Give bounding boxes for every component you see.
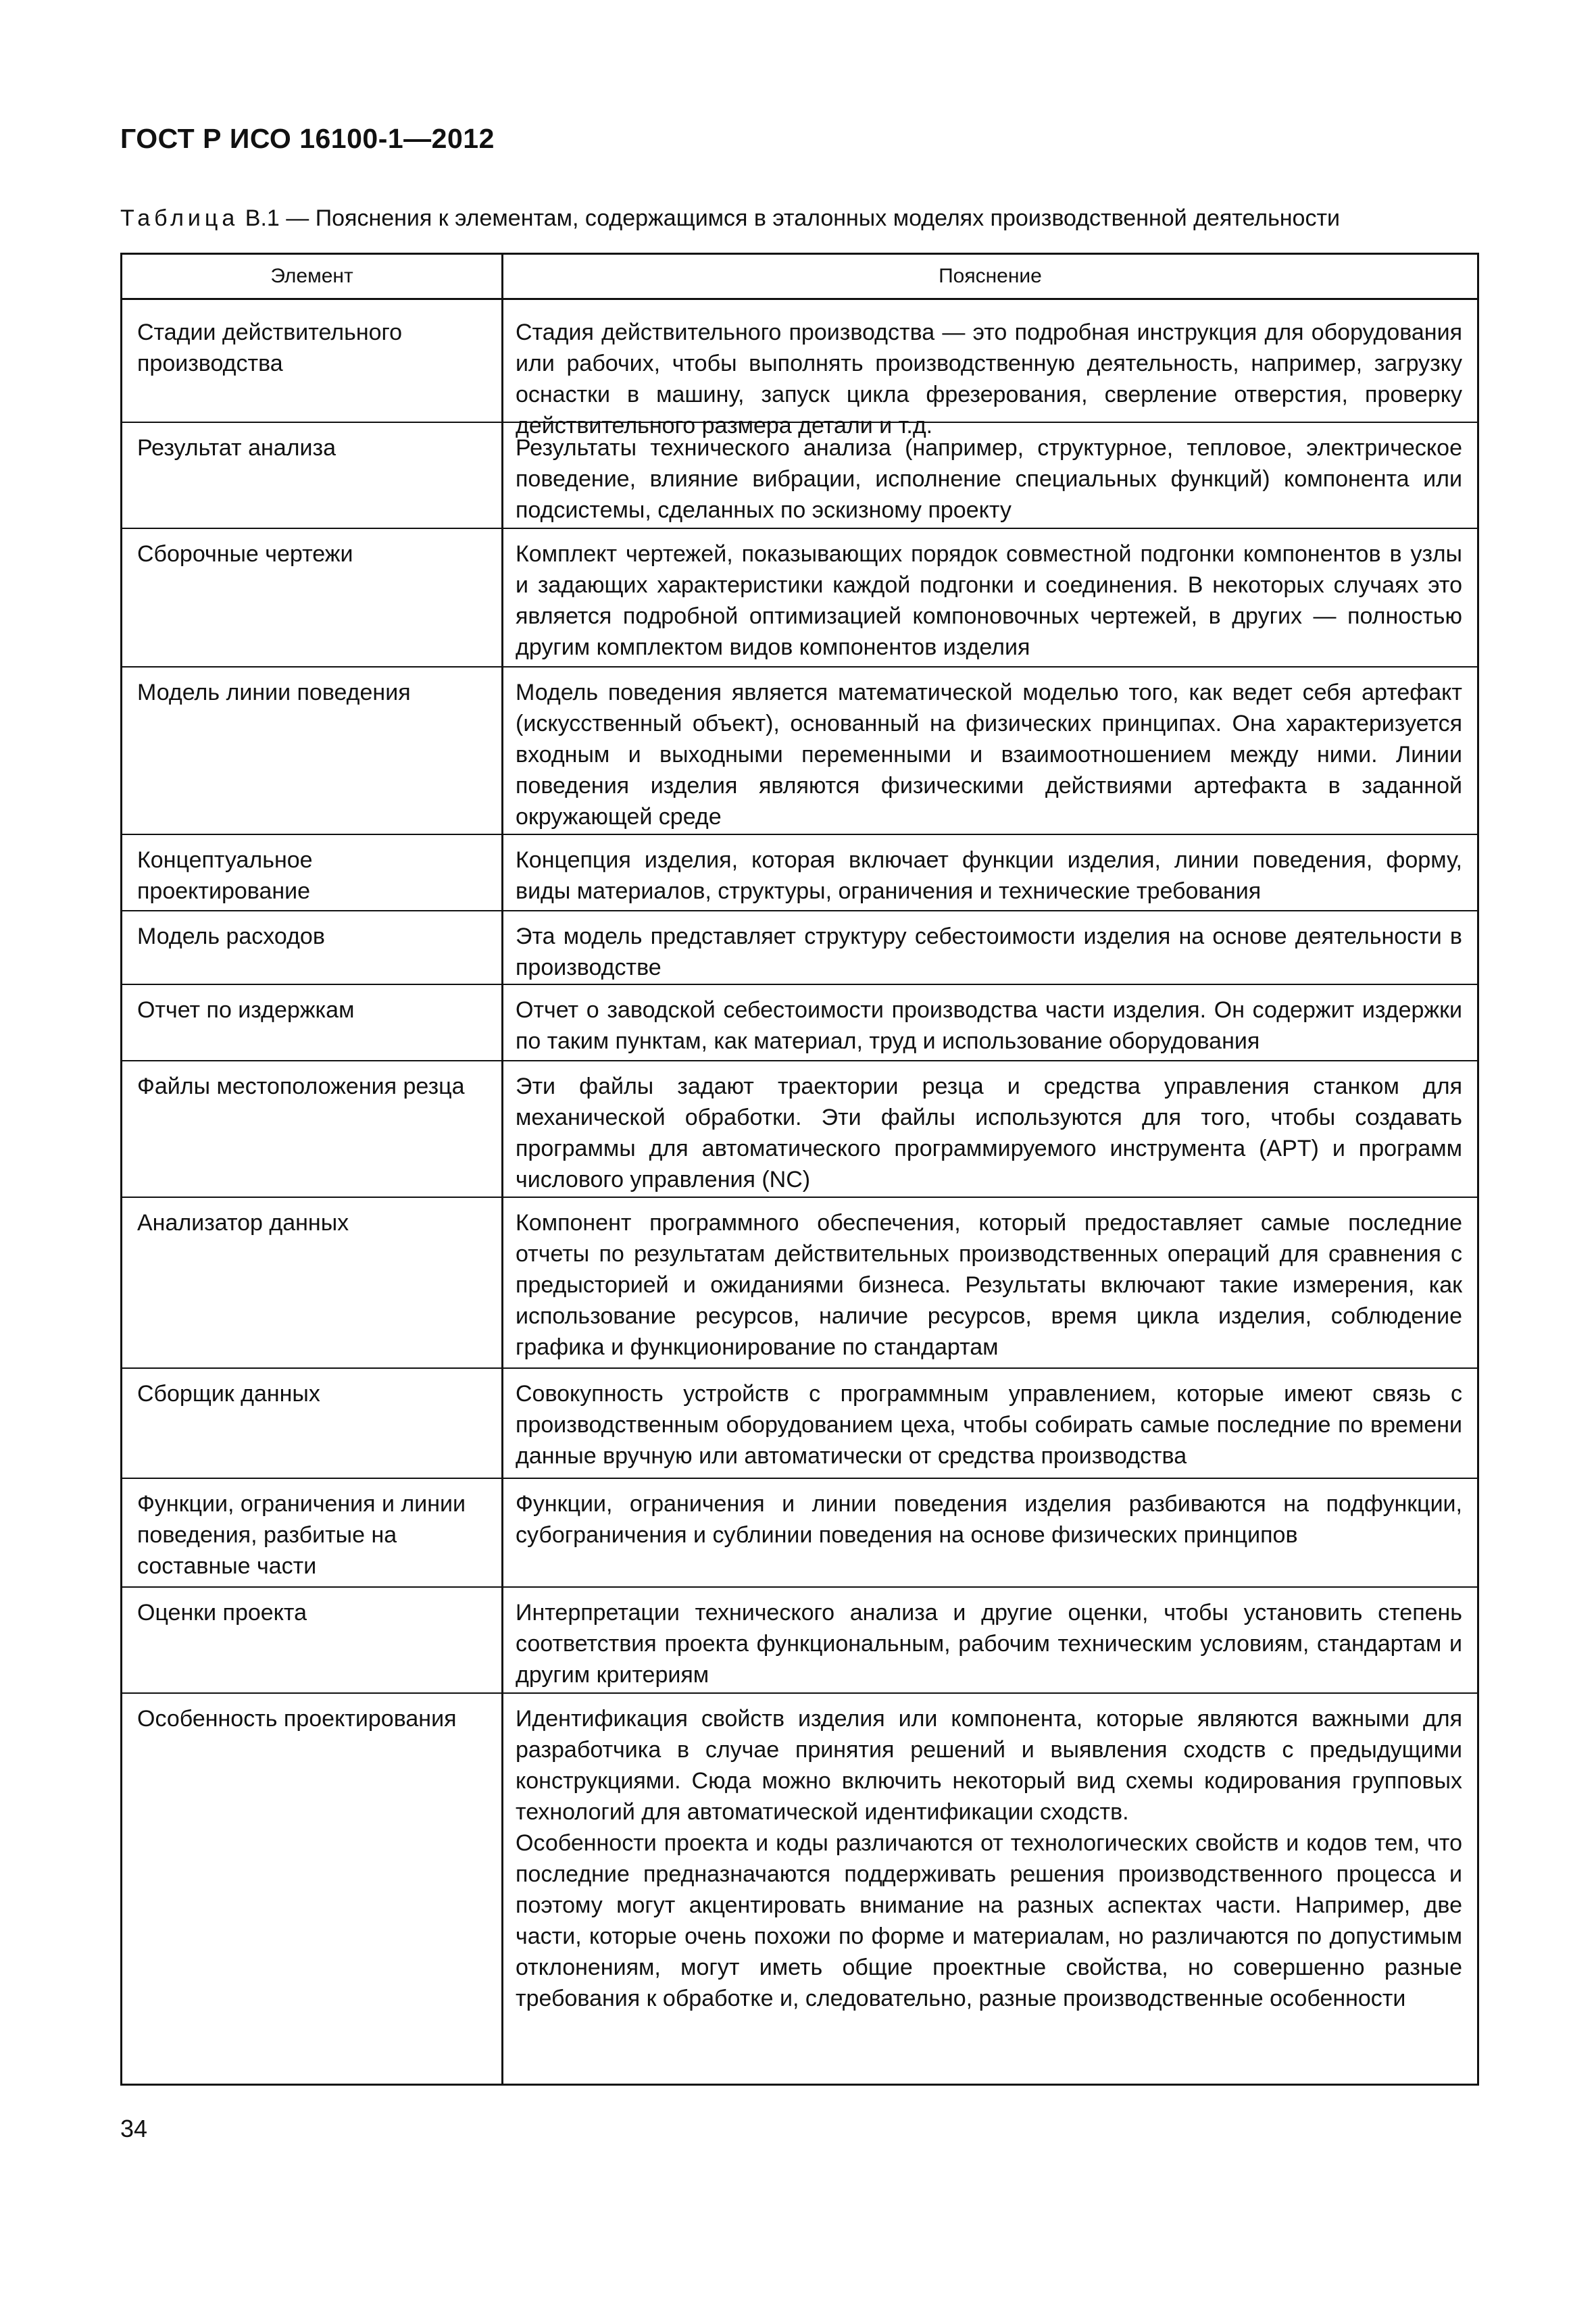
explanations-table xyxy=(120,253,1479,2086)
explanation-cell: Эта модель представляет структуру себестоимости изделия на основе деятельности в производстве xyxy=(516,924,1462,980)
table-row xyxy=(122,1588,1477,1694)
explanation-cell: Комплект чертежей, показывающих порядок совместной подгонки компонентов в узлы и задающих характеристики каждой подгонки и соединения. В некоторых случаях это является подробной оптимизацией компоновочных чертежей, в других — полностью другим комплектом видов компонентов изделия xyxy=(516,541,1462,660)
element-cell: Файлы местоположения резца xyxy=(137,1074,465,1099)
page-number: 34 xyxy=(120,2115,148,2142)
table-row xyxy=(122,307,1477,438)
element-cell: Модель расходов xyxy=(137,924,325,949)
column-header-element: Элемент xyxy=(270,265,353,287)
table-row xyxy=(122,835,1477,911)
explanation-cell: Модель поведения является математической моделью того, как ведет себя артефакт (искусственный объект), основанный на физических принципах. Она характеризуется входным и выходными переменными и взаимоотношением между ними. Линии поведения изделия являются физическими действиями артефакта в заданной окружающей среде xyxy=(516,680,1462,830)
explanation-cell: Интерпретации технического анализа и другие оценки, чтобы установить степень соответствия проекта функциональным, рабочим техническим условиям, стандартам и другим критериям xyxy=(516,1600,1462,1688)
element-cell: Функции, ограничения и линии поведения, разбитые на составные части xyxy=(137,1491,466,1579)
table-row xyxy=(122,1479,1477,1588)
table-row xyxy=(122,911,1477,985)
explanation-cell: Отчет о заводской себестоимости производства части изделия. Он содержит издержки по таким пунктам, как материал, труд и использование оборудования xyxy=(516,997,1462,1054)
element-cell: Стадии действительного производства xyxy=(137,320,403,376)
element-cell: Особенность проектирования xyxy=(137,1706,457,1732)
table-row xyxy=(122,1198,1477,1369)
table-row xyxy=(122,1061,1477,1198)
explanation-cell: Эти файлы задают траектории резца и средства управления станком для механической обработки. Эти файлы используются для того, чтобы создавать программы для автоматического программируемого инструмента (APT) и программ числового управления (NC) xyxy=(516,1074,1462,1192)
table-row xyxy=(122,529,1477,668)
explanation-cell: Функции, ограничения и линии поведения изделия разбиваются на подфункции, субограничения и сублинии поведения на основе физических принципов xyxy=(516,1491,1462,1548)
explanation-cell: Идентификация свойств изделия или компонента, которые являются важными для разработчика в случае принятия решений и выявления сходств с предыдущими конструкциями. Сюда можно включить некоторый вид схемы кодирования групповых технологий для автоматической идентификации сходств. Особенности проекта и коды различаются от технологических свойств и кодов тем, что последние предназначаются поддерживать решения производственного процесса и поэтому могут акцентировать внимание на разных аспектах части. Например, две части, которые очень похожи по форме и материалам, но различаются по допустимым отклонениям, могут иметь общие проектные свойства, но совершенно разные требования к обработке и, следовательно, разные производственные особенности xyxy=(516,1706,1462,2011)
table-body xyxy=(122,307,1477,2072)
table-header xyxy=(122,255,1477,300)
table-row xyxy=(122,1369,1477,1479)
table-row xyxy=(122,423,1477,529)
explanation-cell: Концепция изделия, которая включает функции изделия, линии поведения, форму, виды материалов, структуры, ограничения и технические требования xyxy=(516,847,1462,904)
element-cell: Результат анализа xyxy=(137,435,336,461)
element-cell: Сборочные чертежи xyxy=(137,541,353,567)
explanation-cell: Компонент программного обеспечения, который предоставляет самые последние отчеты по результатам действительных производственных операций для сравнения с предысторией и ожиданиями бизнеса. Результаты включают такие измерения, как использование ресурсов, наличие ресурсов, время цикла изделия, соблюдение графика и функционирование по стандартам xyxy=(516,1210,1462,1360)
element-cell: Анализатор данных xyxy=(137,1210,349,1236)
element-cell: Модель линии поведения xyxy=(137,680,411,705)
document-header: ГОСТ Р ИСО 16100-1—2012 xyxy=(120,123,495,154)
explanation-cell: Стадия действительного производства — это подробная инструкция для оборудования или рабочих, чтобы выполнять производственную деятельность, например, загрузку оснастки в машину, запуск цикла фрезерования, сверление отверстия, проверку действительного размера детали и т.д. xyxy=(516,320,1462,438)
element-cell: Оценки проекта xyxy=(137,1600,307,1626)
element-cell: Отчет по издержкам xyxy=(137,997,355,1023)
table-row xyxy=(122,668,1477,835)
explanation-cell: Результаты технического анализа (например, структурное, тепловое, электрическое поведение, влияние вибрации, исполнение специальных функций) компонента или подсистемы, сделанных по эскизному проекту xyxy=(516,435,1462,523)
element-cell: Сборщик данных xyxy=(137,1381,320,1407)
explanation-cell: Совокупность устройств с программным управлением, которые имеют связь с производственным оборудованием цеха, чтобы собирать самые последние по времени данные вручную или автоматически от средства производства xyxy=(516,1381,1462,1469)
table-caption-text: В.1 — Пояснения к элементам, содержащимся в эталонных моделях производственной деятельности xyxy=(245,205,1341,231)
table-caption xyxy=(120,205,1340,232)
element-cell: Концептуальное проектирование xyxy=(137,847,313,904)
column-header-explanation: Пояснение xyxy=(939,265,1042,287)
table-caption-prefix: Таблица xyxy=(120,205,239,231)
table-row xyxy=(122,1694,1477,2072)
table-row xyxy=(122,985,1477,1061)
